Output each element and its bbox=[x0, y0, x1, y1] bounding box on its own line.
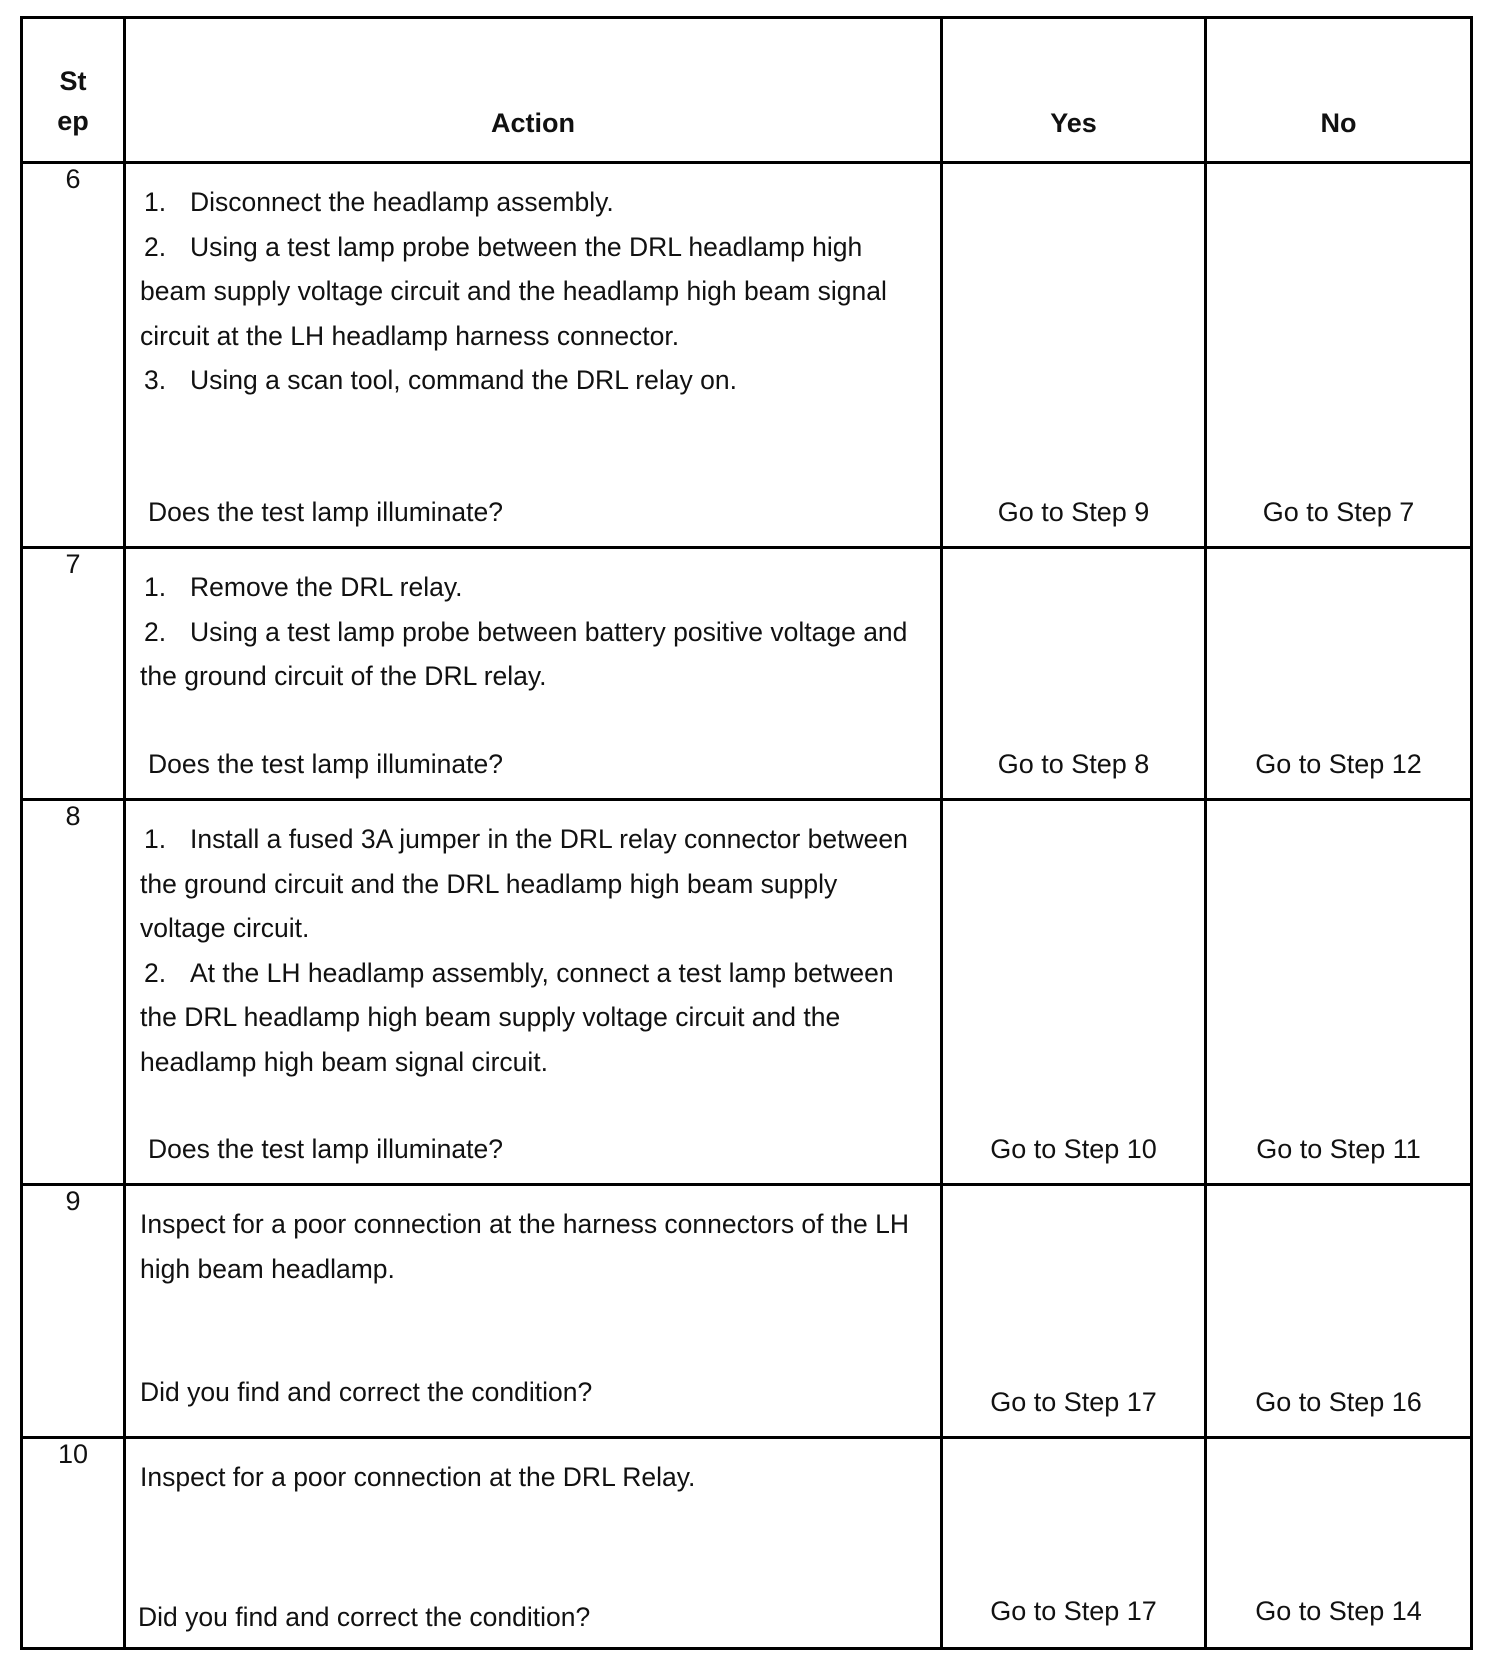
action-step bbox=[140, 951, 910, 1085]
table-row bbox=[22, 1185, 1472, 1438]
action-step bbox=[140, 225, 910, 359]
action-step-text: Using a test lamp probe between the DRL headlamp high beam supply voltage circuit and the headlamp high beam signal circuit at the LH headlamp harness connector. bbox=[140, 231, 887, 351]
no-cell bbox=[1206, 1185, 1472, 1438]
diagnostic-table bbox=[20, 16, 1473, 1650]
no-cell bbox=[1206, 1438, 1472, 1649]
action-step bbox=[140, 565, 910, 610]
no-column-header bbox=[1206, 18, 1472, 163]
table-row bbox=[22, 548, 1472, 800]
action-step-number: 1. bbox=[144, 187, 167, 217]
yes-result: Go to Step 17 bbox=[990, 1387, 1157, 1417]
action-cell bbox=[125, 800, 942, 1185]
no-result: Go to Step 11 bbox=[1256, 1134, 1421, 1164]
yes-result: Go to Step 9 bbox=[997, 497, 1150, 527]
step-number: 6 bbox=[22, 163, 125, 548]
yes-result: Go to Step 8 bbox=[997, 749, 1150, 779]
step-number: 7 bbox=[22, 548, 125, 800]
no-cell bbox=[1206, 163, 1472, 548]
action-cell bbox=[125, 548, 942, 800]
step-header-line2: ep bbox=[57, 106, 89, 136]
action-step-number: 3. bbox=[144, 365, 167, 395]
yes-cell bbox=[942, 163, 1206, 548]
step-header-line1: St bbox=[59, 66, 87, 96]
yes-result: Go to Step 17 bbox=[990, 1596, 1157, 1626]
yes-column-header bbox=[942, 18, 1206, 163]
yes-cell bbox=[942, 548, 1206, 800]
table-row bbox=[22, 1438, 1472, 1649]
action-question: Does the test lamp illuminate? bbox=[148, 1134, 503, 1164]
action-cell bbox=[125, 1185, 942, 1438]
no-header-label: No bbox=[1320, 108, 1357, 138]
action-steps bbox=[126, 549, 940, 699]
action-column-header bbox=[125, 18, 942, 163]
action-step-number: 2. bbox=[144, 616, 167, 647]
action-step-text: Disconnect the headlamp assembly. bbox=[190, 187, 614, 217]
step-number: 8 bbox=[22, 800, 125, 1185]
action-cell bbox=[125, 163, 942, 548]
step-number: 10 bbox=[22, 1438, 125, 1649]
action-text: Inspect for a poor connection at the harness connectors of the LH high beam headlamp. bbox=[140, 1209, 909, 1284]
table-row bbox=[22, 800, 1472, 1185]
no-cell bbox=[1206, 800, 1472, 1185]
yes-cell bbox=[942, 1438, 1206, 1649]
action-step-text: Install a fused 3A jumper in the DRL relay connector between the ground circuit and the DRL headlamp high beam supply voltage circuit. bbox=[140, 824, 908, 943]
action-step bbox=[140, 610, 910, 699]
action-step-text: Remove the DRL relay. bbox=[190, 572, 463, 602]
no-result: Go to Step 16 bbox=[1255, 1387, 1422, 1417]
action-text: Inspect for a poor connection at the DRL Relay. bbox=[140, 1462, 696, 1492]
no-result: Go to Step 14 bbox=[1255, 1596, 1422, 1626]
yes-result: Go to Step 10 bbox=[990, 1134, 1157, 1164]
table-header-row bbox=[22, 18, 1472, 163]
action-step-number: 2. bbox=[144, 957, 167, 988]
action-step bbox=[140, 817, 910, 951]
yes-cell bbox=[942, 1185, 1206, 1438]
action-cell bbox=[125, 1438, 942, 1649]
action-step bbox=[140, 358, 910, 403]
no-cell bbox=[1206, 548, 1472, 800]
step-number: 9 bbox=[22, 1185, 125, 1438]
action-step-number: 1. bbox=[144, 824, 167, 854]
action-question: Did you find and correct the condition? bbox=[138, 1602, 591, 1632]
action-step-text: Using a scan tool, command the DRL relay on. bbox=[190, 365, 737, 395]
no-result: Go to Step 7 bbox=[1262, 497, 1415, 527]
table-row bbox=[22, 163, 1472, 548]
yes-cell bbox=[942, 800, 1206, 1185]
action-header-label: Action bbox=[491, 108, 575, 138]
action-question: Does the test lamp illuminate? bbox=[148, 497, 503, 527]
action-steps bbox=[126, 164, 940, 403]
action-steps bbox=[126, 801, 940, 1084]
no-result: Go to Step 12 bbox=[1255, 749, 1422, 779]
action-step-text: At the LH headlamp assembly, connect a test lamp between the DRL headlamp high beam supply voltage circuit and the headlamp high beam signal circuit. bbox=[140, 957, 894, 1077]
action-question: Does the test lamp illuminate? bbox=[148, 749, 503, 779]
action-step-number: 1. bbox=[144, 572, 167, 602]
yes-header-label: Yes bbox=[1050, 108, 1097, 138]
step-column-header bbox=[22, 18, 125, 163]
action-step-number: 2. bbox=[144, 231, 167, 262]
action-question: Did you find and correct the condition? bbox=[140, 1377, 593, 1407]
action-step bbox=[140, 180, 910, 225]
action-step-text: Using a test lamp probe between battery positive voltage and the ground circuit of the DRL relay. bbox=[140, 616, 908, 691]
